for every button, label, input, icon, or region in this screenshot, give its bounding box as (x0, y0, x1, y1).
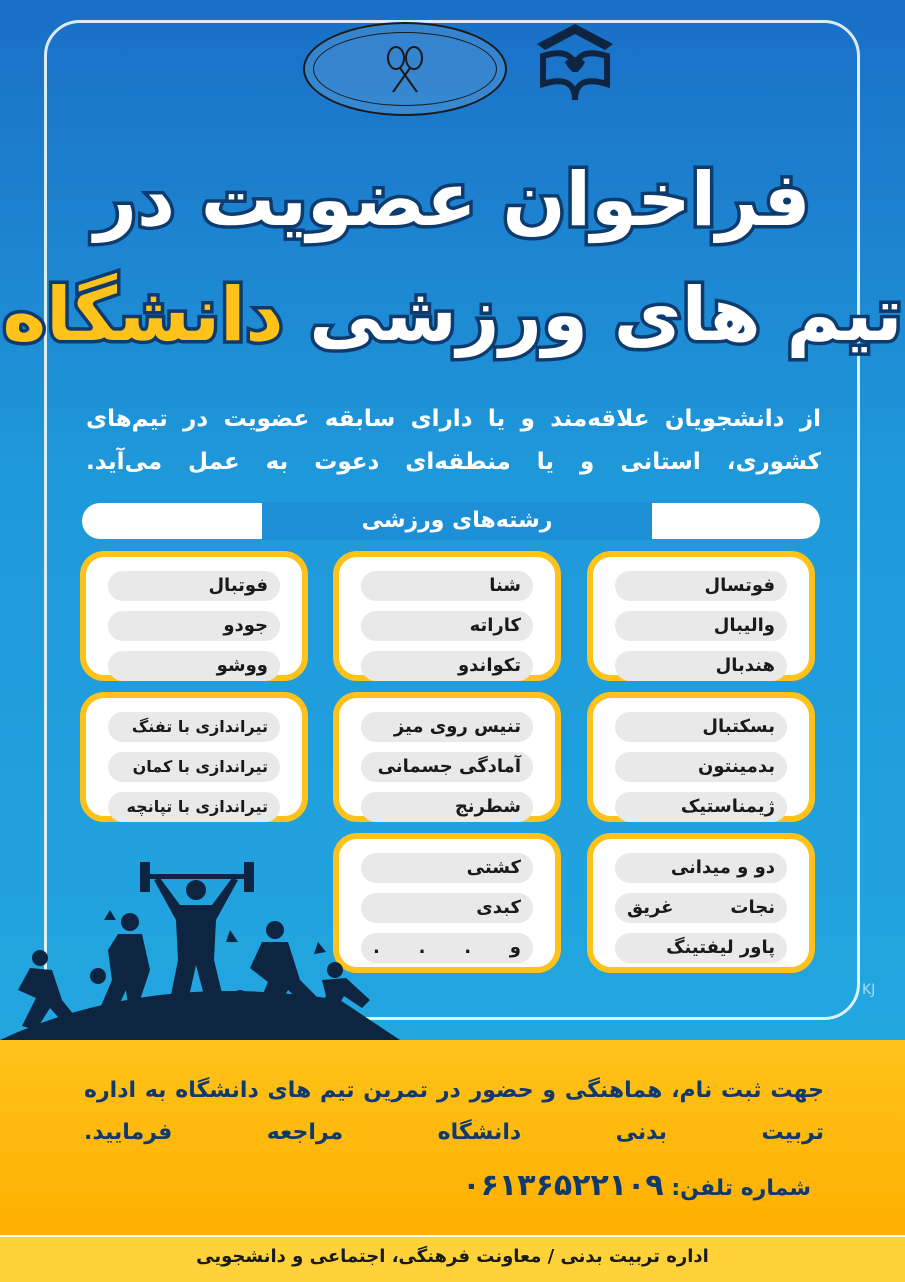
sport-pill: تنیس روی میز (361, 712, 533, 742)
book-emblem-icon (535, 22, 615, 104)
phone-number: ۰۶۱۳۶۵۲۲۱۰۹ (462, 1168, 664, 1203)
footer-text: اداره تربیت بدنی / معاونت فرهنگی، اجتماعی و دانشجویی (196, 1246, 709, 1267)
title-teams-text: تیم های ورزشی (309, 272, 903, 358)
sport-pill: نجات غریق (615, 893, 787, 923)
sports-box (333, 551, 561, 681)
seal-emblem-icon (303, 22, 507, 116)
sport-pill: کبدی (361, 893, 533, 923)
sport-pill: پاور لیفتینگ (615, 933, 787, 963)
sport-pill: کشتی (361, 853, 533, 883)
sports-box (587, 551, 815, 681)
sports-box (587, 833, 815, 973)
sport-pill: تیراندازی با تفنگ (108, 712, 280, 742)
sport-pill: جودو (108, 611, 280, 641)
phone-label: شماره تلفن: (671, 1176, 811, 1201)
sport-pill: فوتبال (108, 571, 280, 601)
title-university-text: دانشگاه (2, 272, 284, 358)
sports-box (80, 692, 308, 822)
sport-pill: بدمینتون (615, 752, 787, 782)
sports-box (80, 551, 308, 681)
phone-line (462, 1165, 811, 1210)
section-heading: رشته‌های ورزشی (262, 502, 652, 540)
sport-pill: فوتسال (615, 571, 787, 601)
sport-pill: ژیمناستیک (615, 792, 787, 822)
sport-pill: کاراته (361, 611, 533, 641)
intro-paragraph: از دانشجویان علاقه‌مند و یا دارای سابقه عضویت در تیم‌های کشوری، استانی و یا منطقه‌ای دعوت به عمل می‌آید. (86, 406, 821, 475)
athletes-silhouette-icon (0, 850, 420, 1040)
sport-pill: و . . . (361, 933, 533, 963)
sport-pill: دو و میدانی (615, 853, 787, 883)
sport-pill: تیراندازی با کمان (108, 752, 280, 782)
sport-pill: شطرنج (361, 792, 533, 822)
sport-pill: ووشو (108, 651, 280, 681)
registration-text: جهت ثبت نام، هماهنگی و حضور در تمرین تیم های دانشگاه به اداره تربیت بدنی دانشگاه مراجعه فرمایید. (84, 1078, 824, 1145)
watermark: KJ (862, 982, 876, 998)
sport-pill: آمادگی جسمانی (361, 752, 533, 782)
sports-box (333, 692, 561, 822)
sport-pill: هندبال (615, 651, 787, 681)
sport-pill: بسکتبال (615, 712, 787, 742)
sports-box (587, 692, 815, 822)
sport-pill: تیراندازی با تپانچه (108, 792, 280, 822)
main-title-line1: فراخوان عضویت در (94, 157, 811, 243)
rackets-icon (383, 44, 427, 94)
sport-pill: تکواندو (361, 651, 533, 681)
main-title-line2 (0, 265, 905, 365)
sport-pill: شنا (361, 571, 533, 601)
sport-pill: والیبال (615, 611, 787, 641)
